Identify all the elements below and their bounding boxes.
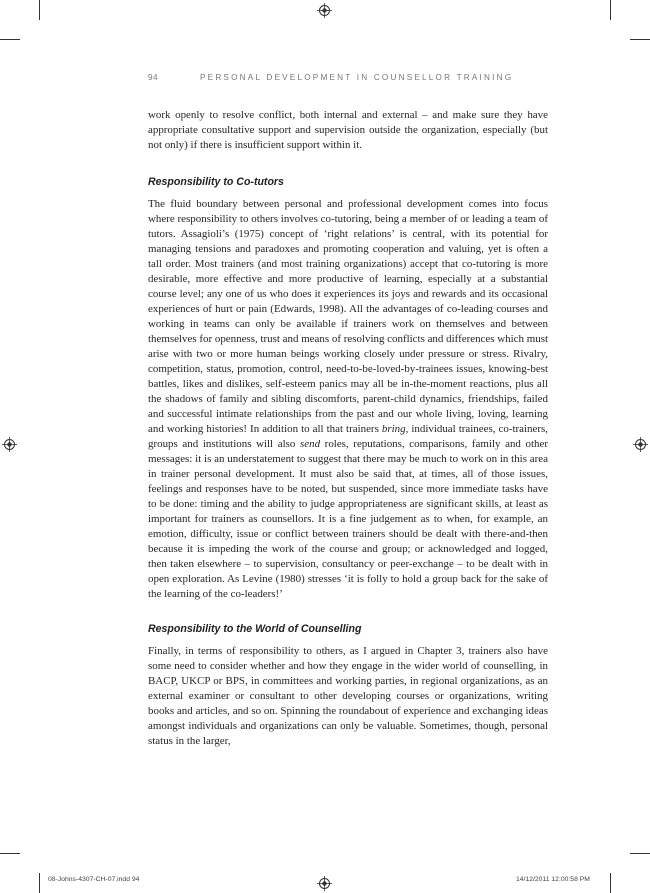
crop-mark [39, 873, 40, 893]
paragraph-text: roles, reputations, comparisons, family and other messages: it is an understatement to suggest that there may be much to work on in this area in trainer personal development. It must also be said that, at times, all of those issues, feelings and responses have to be noted, but suspended, since more immediate tasks have to be done: timing and the ability to judge appropriateness are significant skills, at least as important for trainers as counsellors. It is a fine judgement as to when, for example, an emotion, difficulty, issue or conflict between trainers should be dealt with there-and-then because it is impeding the work of the course and group; or acknowledged and logged, then taken elsewhere – to supervision, consultancy or peer-exchange – to be dealt with in open exploration. As Levine (1980) stresses ‘it is folly to hold a group back for the sake of the learning of the co-leaders!’ [148, 438, 548, 600]
section-heading: Responsibility to Co-tutors [148, 176, 284, 188]
paragraph-text: The fluid boundary between personal and professional development comes into focus where responsibility to others involves co-tutoring, being a member of or leading a team of tutors. Assagioli’s (1975) concept of ‘right relations’ is central, with its potential for managing tensions and paradoxes and promoting cooperation and valuing, yet is often a tall order. Most trainers (and most training organizations) accept that co-tutoring is more desirable, more effective and more productive of learning, especially at a substantial course level; any one of us who does it experiences its joys and rewards and its occasional experiences of hurt or pain (Edwards, 1998). All the advantages of co-leading courses and working in teams can only be available if trainers work on themselves and between themselves for openness, trust and means of resolving conflicts and differences which must arise with two or more human beings working closely under pressure or stress. Rivalry, competition, status, promotion, control, need-to-be-loved-by-trainees issues, knowing-best battles, likes and dislikes, self-esteem panics may all be in-the-moment reactions, plus all the shadows of family and sibling discomforts, parent-child dynamics, friendships, failed and successful intimate relationships from the past and our whole living, loving, learning and working histories! In addition to all that trainers [148, 198, 548, 435]
registration-mark-icon [633, 437, 648, 452]
body-text [148, 108, 548, 749]
registration-mark-icon [317, 3, 332, 18]
slug-filename: 08-Johns-4307-CH-07.indd 94 [48, 876, 140, 883]
running-head-title: PERSONAL DEVELOPMENT IN COUNSELLOR TRAINING [200, 73, 514, 82]
registration-mark-icon [317, 876, 332, 891]
crop-mark [630, 853, 650, 854]
crop-mark [610, 0, 611, 20]
section-heading: Responsibility to the World of Counselling [148, 623, 362, 635]
paragraph: Finally, in terms of responsibility to others, as I argued in Chapter 3, trainers also have some need to consider whether and how they engage in the wider world of counselling, in BACP, UKCP or BPS, in committees and working parties, in regional organizations, as an external examiner or consultant to other developing courses or organizations, writing books and articles, and so on. Spinning the roundabout of experience and exchanging ideas amongst individuals and organizations can only be valuable. Sometimes, though, personal status in the larger, [148, 645, 548, 747]
crop-mark [610, 873, 611, 893]
crop-mark [630, 39, 650, 40]
crop-mark [39, 0, 40, 20]
paragraph [148, 197, 548, 602]
emphasis: bring, [381, 423, 409, 435]
running-head [148, 73, 548, 82]
paragraph-text: individual trainees, co-trainers, groups and institutions will also [148, 423, 549, 450]
page-number: 94 [148, 73, 159, 82]
slug-timestamp: 14/12/2011 12:00:58 PM [516, 876, 590, 883]
crop-mark [0, 853, 20, 854]
registration-mark-icon [2, 437, 17, 452]
paragraph: work openly to resolve conflict, both internal and external – and make sure they have appropriate consultative support and supervision outside the organization, especially (but not only) if there is insufficient support within it. [148, 109, 548, 151]
emphasis: send [299, 438, 321, 450]
crop-mark [0, 39, 20, 40]
